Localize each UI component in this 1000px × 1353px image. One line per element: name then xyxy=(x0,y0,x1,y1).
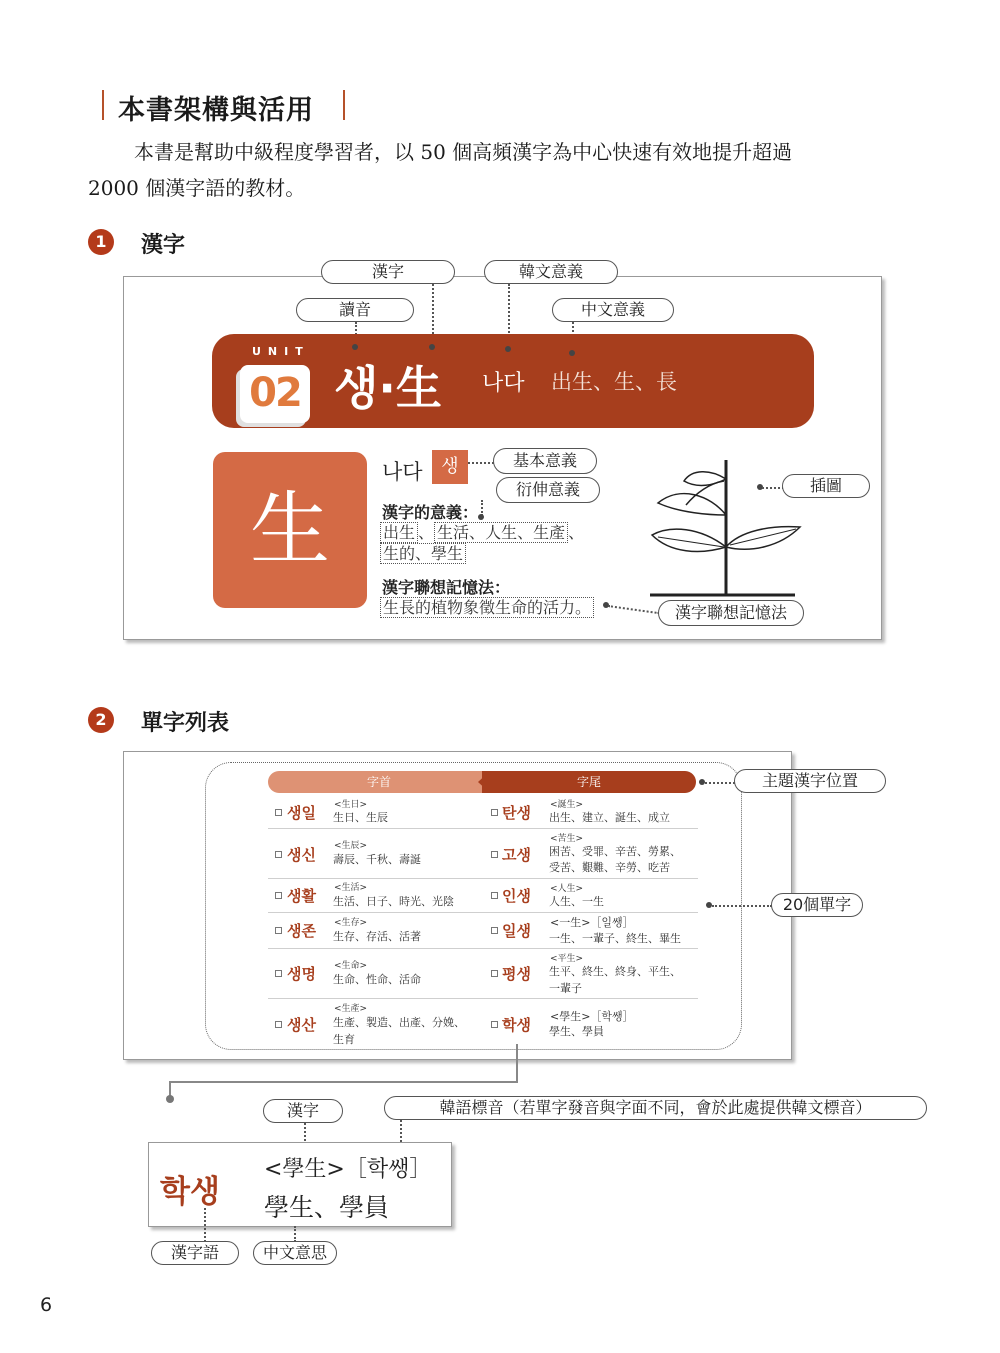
callout-mnemonic: 漢字聯想記憶法 xyxy=(658,600,804,626)
word-hanja: <生辰> xyxy=(334,841,368,851)
leader-dot-korean xyxy=(505,346,511,352)
checkbox-square xyxy=(275,1021,282,1028)
big-hanja-tile: 生 xyxy=(213,452,367,608)
meaning-list-1: 出生 、 生活、人生、生產 、 xyxy=(380,520,584,543)
meaning-korean: 나다 xyxy=(382,460,423,484)
banner-chinese: 出生、生、長 xyxy=(551,370,677,394)
meaning-item: 生活、人生、生產 xyxy=(434,522,568,543)
section-1-number: 1 xyxy=(88,229,114,255)
word-korean: 평생 xyxy=(502,965,531,983)
detail-meaning: 學生、學員 xyxy=(264,1193,390,1222)
word-korean: 탄생 xyxy=(502,804,531,822)
word-meaning-cont: 受苦、艱難、辛勞、吃苦 xyxy=(549,861,670,874)
meaning-title: 漢字的意義： xyxy=(382,503,479,522)
word-korean: 생명 xyxy=(287,965,316,983)
callout-chinese-meaning: 中文意義 xyxy=(552,298,674,322)
callout-detail-hanja: 漢字 xyxy=(263,1099,343,1123)
callout-hanja: 漢字 xyxy=(321,260,455,284)
word-korean: 일생 xyxy=(502,922,531,940)
intro-line-2: 2000 個漢字語的教材。 xyxy=(88,176,306,200)
section-2-number: 2 xyxy=(88,707,114,733)
checkbox-square xyxy=(275,970,282,977)
leader-basic-meaning xyxy=(468,462,494,464)
checkbox-square xyxy=(275,809,282,816)
word-meaning: 生產、製造、出產、分娩、 xyxy=(333,1016,465,1029)
meaning-item: 出生 xyxy=(380,522,418,543)
word-list-frame xyxy=(205,762,742,1050)
word-korean: 고생 xyxy=(502,846,531,864)
callout-illustration: 插圖 xyxy=(782,474,870,498)
callout-pronunciation: 韓語標音（若單字發音與字面不同，會於此處提供韓文標音） xyxy=(384,1096,927,1120)
word-korean: 생신 xyxy=(287,846,316,864)
banner-title: 생·生 xyxy=(334,361,442,415)
checkbox-square xyxy=(275,927,282,934)
row-divider xyxy=(268,948,698,949)
section-2-title: 單字列表 xyxy=(141,711,230,736)
word-hanja: <生產> xyxy=(334,1004,368,1014)
heading-bar-left xyxy=(102,90,104,120)
word-meaning: 一生、一輩子、終生、畢生 xyxy=(549,932,681,945)
mnemonic-text: 生長的植物象徵生命的活力。 xyxy=(380,597,594,618)
detail-hanja: <學生>［학쌩］ xyxy=(264,1157,432,1182)
word-hanja: <生日> xyxy=(334,800,368,810)
word-meaning: 困苦、受罪、辛苦、勞累、 xyxy=(549,845,681,858)
word-meaning: 生命、性命、活命 xyxy=(333,973,421,986)
connector-line xyxy=(169,1081,518,1083)
checkbox-square xyxy=(491,970,498,977)
row-divider xyxy=(268,998,698,999)
word-meaning: 生活、日子、時光、光陰 xyxy=(333,895,454,908)
word-hanja: <人生> xyxy=(550,884,584,894)
word-meaning: 壽辰、千秋、壽誕 xyxy=(333,853,421,866)
word-hanja: <苦生> xyxy=(550,834,584,844)
callout-extended-meaning: 衍伸意義 xyxy=(496,477,600,503)
word-meaning: 學生、學員 xyxy=(549,1025,604,1038)
word-hanja: <生活> xyxy=(334,883,368,893)
callout-topic-position: 主題漢字位置 xyxy=(734,769,886,793)
callout-twenty-words: 20個單字 xyxy=(771,893,863,917)
checkbox-square xyxy=(491,892,498,899)
detail-korean: 학생 xyxy=(160,1174,220,1210)
heading-bar-right xyxy=(343,90,345,120)
word-meaning: 生日、生辰 xyxy=(333,811,388,824)
word-korean: 생산 xyxy=(287,1016,316,1034)
word-meaning-cont: 一輩子 xyxy=(549,982,582,995)
unit-number: 02 xyxy=(249,370,301,416)
checkbox-square xyxy=(491,927,498,934)
leader-illustration xyxy=(762,487,784,489)
connector-line xyxy=(516,1044,518,1082)
word-meaning: 出生、建立、誕生、成立 xyxy=(549,811,670,824)
checkbox-square xyxy=(275,892,282,899)
word-hanja: <生命> xyxy=(334,961,368,971)
word-meaning-cont: 生育 xyxy=(333,1033,355,1046)
callout-sino-word: 漢字語 xyxy=(151,1241,239,1265)
banner-korean: 나다 xyxy=(482,371,525,396)
word-hanja: <誕生> xyxy=(550,800,584,810)
callout-basic-meaning: 基本意義 xyxy=(493,448,597,474)
connector-dot xyxy=(166,1095,174,1103)
leader-topic xyxy=(705,782,735,784)
mnemonic-title: 漢字聯想記憶法： xyxy=(382,578,511,597)
meaning-list-2 xyxy=(380,541,466,564)
word-korean: 생활 xyxy=(287,887,316,905)
page-title: 本書架構與活用 xyxy=(118,95,314,126)
word-korean: 인생 xyxy=(502,887,531,905)
header-prefix: 字首 xyxy=(268,771,490,793)
header-suffix: 字尾 xyxy=(482,771,696,793)
leader-dot-chinese xyxy=(569,350,575,356)
row-divider xyxy=(268,828,698,829)
section-1-title: 漢字 xyxy=(141,233,186,258)
callout-korean-meaning: 韓文意義 xyxy=(484,260,618,284)
leader-twenty xyxy=(712,905,772,907)
leader-sino-word xyxy=(204,1208,206,1242)
word-hanja: <生存> xyxy=(334,918,368,928)
word-hanja: <平生> xyxy=(550,954,584,964)
word-korean: 생존 xyxy=(287,922,316,940)
callout-detail-chinese-meaning: 中文意思 xyxy=(253,1241,337,1265)
checkbox-square xyxy=(491,809,498,816)
word-meaning: 生存、存活、活著 xyxy=(333,930,421,943)
leader-dot-reading xyxy=(352,344,358,350)
checkbox-square xyxy=(275,851,282,858)
mnemonic-text-wrap xyxy=(380,595,594,618)
row-divider xyxy=(268,912,698,913)
checkbox-square xyxy=(491,1021,498,1028)
callout-reading: 讀音 xyxy=(296,298,414,322)
word-meaning: 生平、終生、終身、平生、 xyxy=(549,965,681,978)
word-meaning: 人生、一生 xyxy=(549,895,604,908)
meaning-tag: 생 xyxy=(432,450,468,484)
word-hanja: <學生>［학쌩］ xyxy=(550,1010,634,1023)
row-divider xyxy=(268,878,698,879)
word-hanja: <一生>［일쌩］ xyxy=(550,916,634,929)
leader-dot-hanja xyxy=(429,344,435,350)
intro-line-1: 本書是幫助中級程度學習者，以 50 個高頻漢字為中心快速有效地提升超過 xyxy=(134,140,793,164)
word-korean: 생일 xyxy=(287,804,316,822)
page-number: 6 xyxy=(40,1294,53,1316)
meaning-item: 生的、學生 xyxy=(380,543,466,564)
checkbox-square xyxy=(491,851,498,858)
word-korean: 학생 xyxy=(502,1016,531,1034)
unit-label: UNIT xyxy=(252,345,310,358)
header-divider xyxy=(478,771,490,793)
leader-chinese-meaning-detail xyxy=(294,1226,296,1242)
